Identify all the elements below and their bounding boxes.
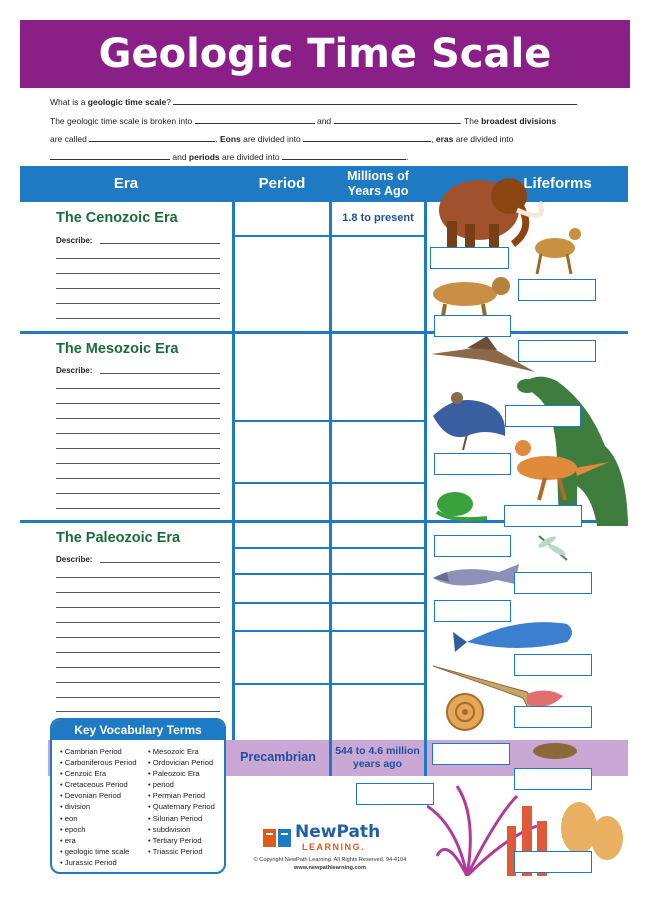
describe-label: Describe:	[56, 555, 93, 564]
newpath-logo-icon	[262, 826, 292, 850]
writing-line[interactable]	[56, 607, 220, 608]
cell-line	[234, 235, 425, 237]
intro-line-4: and periods are divided into .	[50, 152, 408, 162]
label-box[interactable]	[504, 505, 582, 527]
website-link[interactable]: www.newpathlearning.com	[294, 865, 366, 871]
writing-line[interactable]	[56, 463, 220, 464]
writing-line[interactable]	[56, 697, 220, 698]
answer-blank[interactable]	[282, 152, 406, 160]
header-millions-of-years: Millions of Years Ago	[332, 166, 424, 202]
cell-line	[234, 630, 425, 632]
label-box[interactable]	[514, 572, 592, 594]
saber-tooth-cat-icon	[433, 277, 510, 316]
cenozoic-mya: 1.8 to present	[342, 212, 414, 224]
label-box[interactable]	[434, 600, 511, 622]
vocab-term: • division	[60, 802, 91, 812]
vocabulary-column-1	[60, 746, 137, 868]
label-box[interactable]	[514, 851, 592, 873]
answer-blank[interactable]	[334, 116, 460, 124]
writing-line[interactable]	[56, 433, 220, 434]
label-box[interactable]	[434, 315, 511, 337]
writing-line[interactable]	[56, 667, 220, 668]
fish-icon	[453, 622, 572, 652]
label-box[interactable]	[518, 279, 596, 301]
writing-line[interactable]	[56, 577, 220, 578]
intro-line-1: What is a geologic time scale?	[50, 97, 577, 107]
writing-line[interactable]	[56, 652, 220, 653]
trilobite-icon	[533, 743, 577, 759]
vocab-term: • Carboniferous Period	[60, 758, 137, 768]
era-title-mesozoic: The Mesozoic Era	[56, 341, 179, 357]
label-box[interactable]	[514, 654, 592, 676]
writing-line[interactable]	[56, 508, 220, 509]
label-box[interactable]	[434, 453, 511, 475]
cell-line	[234, 683, 425, 685]
label-box[interactable]	[505, 405, 581, 427]
key-vocabulary-box	[50, 718, 226, 874]
vocab-term: • Cambrian Period	[60, 747, 122, 756]
mammal-icon	[535, 228, 581, 274]
label-box[interactable]	[518, 340, 596, 362]
era-title-paleozoic: The Paleozoic Era	[56, 530, 181, 546]
answer-blank[interactable]	[50, 152, 170, 160]
grid-line	[329, 166, 332, 740]
answer-blank[interactable]	[89, 134, 215, 142]
vocab-term: • Permian Period	[148, 791, 206, 801]
vocab-term: • Cenzoic Era	[60, 769, 107, 779]
vocab-term: • epoch	[60, 824, 86, 834]
writing-line[interactable]	[56, 448, 220, 449]
era-title-cenozoic: The Cenozoic Era	[56, 210, 178, 226]
vocab-term: • Tertiary Period	[148, 835, 202, 845]
title-banner	[20, 20, 630, 88]
writing-line[interactable]	[56, 403, 220, 404]
writing-line[interactable]	[56, 273, 220, 274]
vocab-term: • Quaternary Period	[148, 802, 215, 812]
writing-line[interactable]	[56, 592, 220, 593]
describe-label: Describe:	[56, 366, 93, 375]
cell-line	[234, 602, 425, 604]
writing-line[interactable]	[56, 637, 220, 638]
logo-subtitle: LEARNING.	[302, 842, 365, 852]
writing-line[interactable]	[100, 243, 220, 244]
writing-line[interactable]	[56, 682, 220, 683]
label-box[interactable]	[514, 768, 592, 790]
page-title: Geologic Time Scale	[98, 31, 552, 77]
writing-line[interactable]	[56, 478, 220, 479]
writing-line[interactable]	[56, 303, 220, 304]
cell-line	[234, 573, 425, 575]
vocab-term: • Devonian Period	[60, 791, 121, 801]
label-box[interactable]	[432, 743, 510, 765]
vocab-term: • Mesozoic Era	[148, 747, 199, 756]
cell-line	[234, 547, 425, 549]
armored-fish-icon	[433, 564, 519, 586]
sauropod-icon	[517, 377, 628, 526]
vocab-term: • Paleozoic Era	[148, 769, 200, 779]
vocab-term: • period	[148, 780, 174, 790]
grid-line	[232, 166, 235, 740]
vocab-term: • Triassic Period	[148, 846, 203, 856]
copyright-text: © Copyright NewPath Learning. All Rights Reserved. 94-4104	[253, 857, 407, 863]
writing-line[interactable]	[56, 318, 220, 319]
label-box[interactable]	[356, 783, 434, 805]
label-box[interactable]	[430, 247, 509, 269]
writing-line[interactable]	[56, 288, 220, 289]
vocabulary-title: Key Vocabulary Terms	[52, 720, 224, 740]
header-period: Period	[235, 166, 329, 202]
writing-line[interactable]	[56, 388, 220, 389]
ammonite-icon	[447, 694, 483, 730]
writing-line[interactable]	[56, 711, 220, 712]
writing-line[interactable]	[56, 622, 220, 623]
writing-line[interactable]	[56, 258, 220, 259]
writing-line[interactable]	[56, 418, 220, 419]
writing-line[interactable]	[56, 493, 220, 494]
vocab-term: • Cretaceous Period	[60, 780, 128, 790]
vocabulary-column-2	[148, 746, 215, 857]
lizard-icon	[437, 492, 487, 519]
vocab-term: • geologic time scale	[60, 846, 130, 856]
dragonfly-icon	[537, 534, 567, 560]
mammoth-icon	[439, 178, 541, 248]
answer-blank[interactable]	[173, 97, 577, 105]
label-box[interactable]	[434, 535, 511, 557]
vocab-term: • era	[60, 835, 76, 845]
vocab-term: • subdivision	[148, 824, 191, 834]
intro-line-3: are called . Eons are divided into , eras are divided into	[50, 134, 514, 144]
answer-blank[interactable]	[195, 116, 315, 124]
vocab-term: • eon	[60, 813, 78, 823]
describe-label: Describe:	[56, 236, 93, 245]
header-era: Era	[20, 166, 232, 202]
cell-line	[234, 420, 425, 422]
cell-line	[234, 482, 425, 484]
label-box[interactable]	[514, 706, 592, 728]
writing-line[interactable]	[100, 373, 220, 374]
writing-line[interactable]	[100, 562, 220, 563]
precambrian-mya: 544 to 4.6 million years ago	[335, 745, 420, 770]
header-lifeforms: Lifeforms	[427, 166, 628, 202]
answer-blank[interactable]	[303, 134, 431, 142]
archaeopteryx-icon	[433, 392, 505, 450]
vocab-term: • Jurassic Period	[60, 857, 117, 867]
precambrian-label: Precambrian	[240, 750, 316, 764]
vocab-term: • Ordovician Period	[148, 758, 214, 768]
vocab-term: • Silurian Period	[148, 813, 203, 823]
logo-wordmark: NewPath	[295, 822, 381, 842]
intro-line-2: The geologic time scale is broken into and . The broadest divisions	[50, 116, 557, 126]
